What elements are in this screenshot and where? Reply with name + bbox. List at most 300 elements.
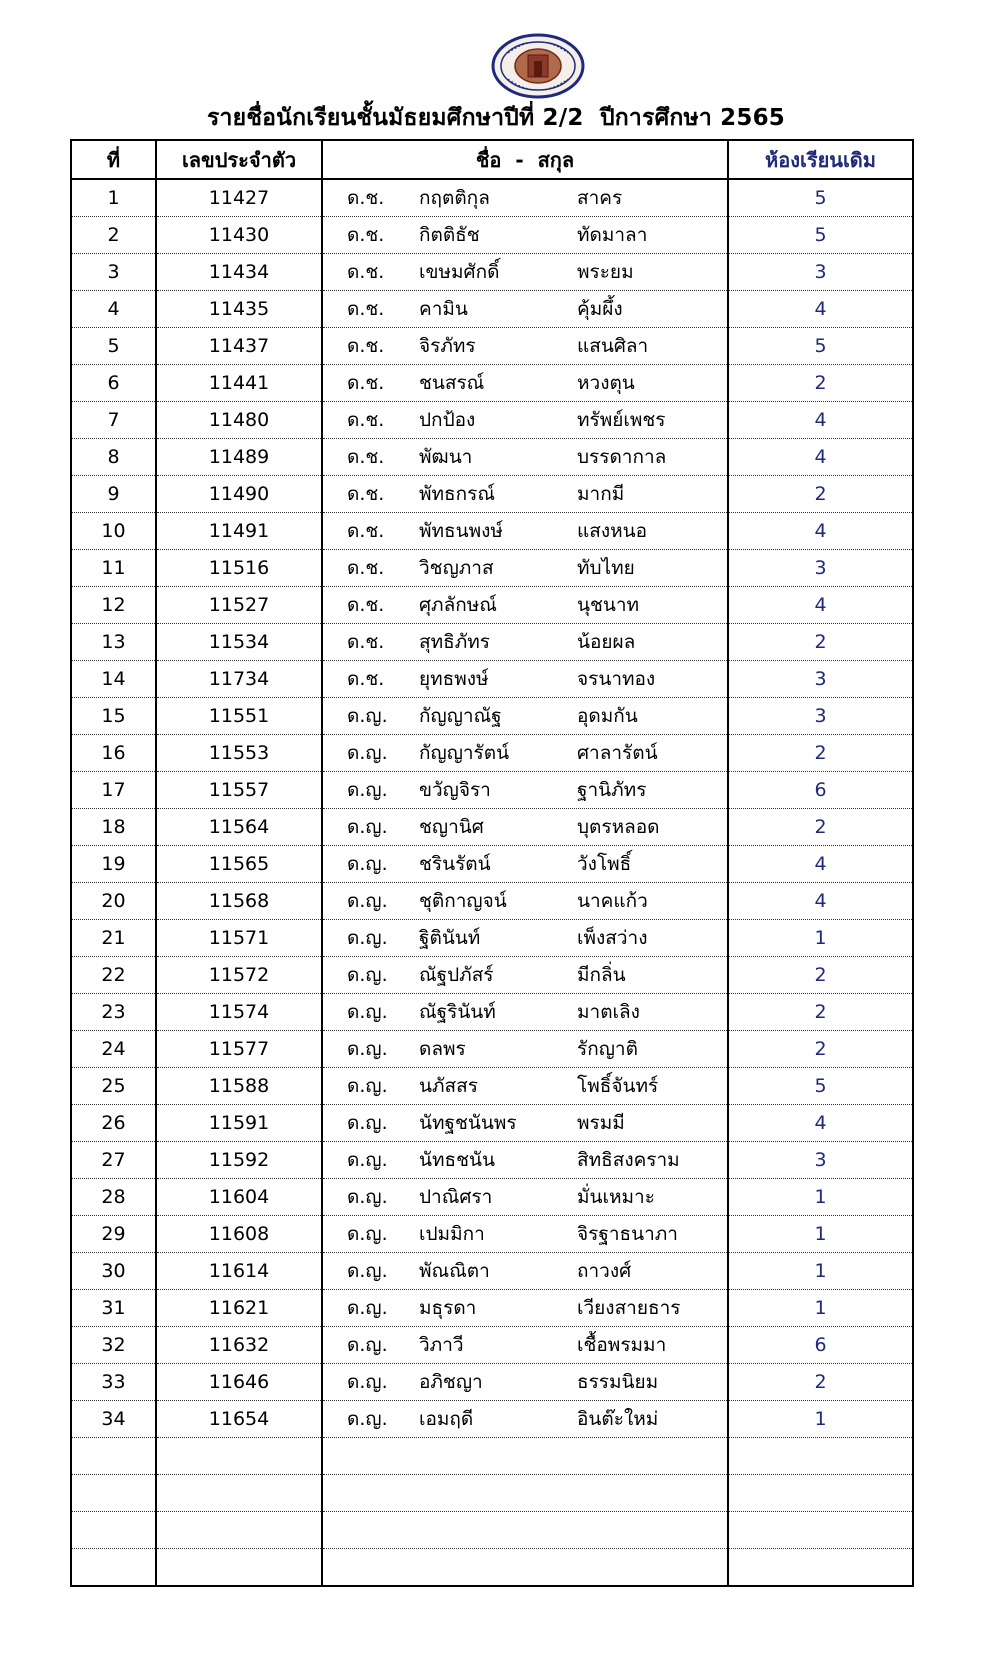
cell-prefix: ด.ช. xyxy=(347,520,385,542)
cell-prefix: ด.ญ. xyxy=(347,705,388,727)
cell-last-name: จรนาทอง xyxy=(577,668,656,690)
cell-last-name: แสนศิลา xyxy=(577,335,649,357)
cell-prefix: ด.ญ. xyxy=(347,1001,388,1023)
cell-no: 17 xyxy=(71,772,156,809)
table-row xyxy=(71,698,913,735)
cell-original-room: 1 xyxy=(728,1290,913,1327)
cell-prefix: ด.ญ. xyxy=(347,779,388,801)
cell-last-name: ฐานิภัทร xyxy=(577,779,647,801)
cell-last-name: อุดมกัน xyxy=(577,705,638,727)
cell-student-id: 11654 xyxy=(156,1401,322,1438)
cell-no: 30 xyxy=(71,1253,156,1290)
cell-empty xyxy=(71,1549,156,1587)
cell-first-name: กิตติธัช xyxy=(419,224,480,246)
cell-no: 18 xyxy=(71,809,156,846)
table-row xyxy=(71,550,913,587)
cell-prefix: ด.ญ. xyxy=(347,742,388,764)
cell-prefix: ด.ช. xyxy=(347,224,385,246)
cell-original-room: 4 xyxy=(728,1105,913,1142)
cell-original-room: 1 xyxy=(728,1216,913,1253)
cell-original-room: 2 xyxy=(728,1031,913,1068)
cell-first-name: เขษมศักดิ์ xyxy=(419,261,500,283)
cell-student-id: 11491 xyxy=(156,513,322,550)
cell-last-name: นุชนาท xyxy=(577,594,640,616)
cell-student-id: 11574 xyxy=(156,994,322,1031)
cell-no: 25 xyxy=(71,1068,156,1105)
cell-student-id: 11557 xyxy=(156,772,322,809)
cell-full-name xyxy=(322,698,728,735)
cell-student-id: 11577 xyxy=(156,1031,322,1068)
table-row xyxy=(71,1142,913,1179)
cell-full-name xyxy=(322,772,728,809)
cell-last-name: เวียงสายธาร xyxy=(577,1297,681,1319)
table-row xyxy=(71,846,913,883)
cell-original-room: 2 xyxy=(728,735,913,772)
cell-original-room: 5 xyxy=(728,179,913,217)
cell-full-name xyxy=(322,1253,728,1290)
cell-first-name: คามิน xyxy=(419,298,468,320)
cell-original-room: 4 xyxy=(728,291,913,328)
cell-full-name xyxy=(322,1068,728,1105)
cell-student-id: 11608 xyxy=(156,1216,322,1253)
table-row xyxy=(71,883,913,920)
cell-last-name: ทับไทย xyxy=(577,557,635,579)
cell-no: 11 xyxy=(71,550,156,587)
table-row xyxy=(71,587,913,624)
cell-full-name xyxy=(322,476,728,513)
cell-original-room: 6 xyxy=(728,772,913,809)
cell-empty xyxy=(728,1512,913,1549)
cell-full-name xyxy=(322,328,728,365)
cell-first-name: ชนสรณ์ xyxy=(419,372,485,394)
cell-prefix: ด.ช. xyxy=(347,668,385,690)
cell-prefix: ด.ช. xyxy=(347,594,385,616)
cell-original-room: 4 xyxy=(728,846,913,883)
cell-last-name: วังโพธิ์ xyxy=(577,853,632,875)
cell-full-name xyxy=(322,439,728,476)
cell-no: 16 xyxy=(71,735,156,772)
table-row xyxy=(71,920,913,957)
table-row xyxy=(71,1364,913,1401)
cell-full-name xyxy=(322,624,728,661)
cell-last-name: สาคร xyxy=(577,187,623,209)
cell-empty xyxy=(322,1438,728,1475)
cell-empty xyxy=(322,1549,728,1587)
cell-first-name: ปาณิศรา xyxy=(419,1186,493,1208)
cell-student-id: 11592 xyxy=(156,1142,322,1179)
cell-first-name: พัทธกรณ์ xyxy=(419,483,495,505)
cell-no: 10 xyxy=(71,513,156,550)
cell-original-room: 4 xyxy=(728,883,913,920)
cell-last-name: มีกลิ่น xyxy=(577,964,626,986)
cell-prefix: ด.ช. xyxy=(347,409,385,431)
cell-first-name: ณัฐรินันท์ xyxy=(419,1001,496,1023)
cell-last-name: เพ็งสว่าง xyxy=(577,927,648,949)
cell-no: 9 xyxy=(71,476,156,513)
cell-first-name: วิชญภาส xyxy=(419,557,494,579)
cell-student-id: 11553 xyxy=(156,735,322,772)
table-row xyxy=(71,624,913,661)
cell-prefix: ด.ญ. xyxy=(347,1038,388,1060)
cell-last-name: ธรรมนิยม xyxy=(577,1371,659,1393)
table-row xyxy=(71,661,913,698)
cell-prefix: ด.ช. xyxy=(347,631,385,653)
cell-student-id: 11435 xyxy=(156,291,322,328)
cell-last-name: มั่นเหมาะ xyxy=(577,1186,655,1208)
cell-prefix: ด.ช. xyxy=(347,557,385,579)
cell-original-room: 2 xyxy=(728,994,913,1031)
cell-no: 12 xyxy=(71,587,156,624)
cell-no: 8 xyxy=(71,439,156,476)
table-row xyxy=(71,402,913,439)
cell-first-name: จิรภัทร xyxy=(419,335,476,357)
cell-last-name: เชื้อพรมมา xyxy=(577,1334,667,1356)
cell-no: 32 xyxy=(71,1327,156,1364)
table-row xyxy=(71,328,913,365)
cell-first-name: ชุติกาญจน์ xyxy=(419,890,507,912)
cell-prefix: ด.ญ. xyxy=(347,1075,388,1097)
cell-student-id: 11551 xyxy=(156,698,322,735)
cell-full-name xyxy=(322,735,728,772)
cell-full-name xyxy=(322,587,728,624)
table-row xyxy=(71,1031,913,1068)
cell-first-name: พัณณิตา xyxy=(419,1260,490,1282)
table-row xyxy=(71,957,913,994)
column-header-original-room: ห้องเรียนเดิม xyxy=(728,140,913,179)
cell-student-id: 11480 xyxy=(156,402,322,439)
table-row xyxy=(71,735,913,772)
cell-full-name xyxy=(322,217,728,254)
cell-prefix: ด.ญ. xyxy=(347,1223,388,1245)
cell-prefix: ด.ช. xyxy=(347,298,385,320)
cell-no: 28 xyxy=(71,1179,156,1216)
cell-original-room: 2 xyxy=(728,957,913,994)
column-header-no: ที่ xyxy=(71,140,156,179)
cell-prefix: ด.ญ. xyxy=(347,1408,388,1430)
cell-full-name xyxy=(322,1364,728,1401)
cell-no: 6 xyxy=(71,365,156,402)
cell-no: 3 xyxy=(71,254,156,291)
cell-last-name: จิรฐาธนาภา xyxy=(577,1223,678,1245)
cell-last-name: หวงตุน xyxy=(577,372,635,394)
table-row-empty xyxy=(71,1512,913,1549)
cell-full-name xyxy=(322,846,728,883)
cell-student-id: 11565 xyxy=(156,846,322,883)
cell-original-room: 3 xyxy=(728,254,913,291)
cell-original-room: 6 xyxy=(728,1327,913,1364)
cell-full-name xyxy=(322,809,728,846)
cell-last-name: พรมมี xyxy=(577,1112,625,1134)
cell-first-name: ชญานิศ xyxy=(419,816,484,838)
cell-original-room: 4 xyxy=(728,439,913,476)
cell-original-room: 2 xyxy=(728,624,913,661)
table-row xyxy=(71,1179,913,1216)
cell-full-name xyxy=(322,1327,728,1364)
cell-full-name xyxy=(322,1179,728,1216)
cell-no: 1 xyxy=(71,179,156,217)
cell-student-id: 11437 xyxy=(156,328,322,365)
cell-full-name xyxy=(322,179,728,217)
cell-empty xyxy=(156,1549,322,1587)
cell-full-name xyxy=(322,661,728,698)
cell-student-id: 11441 xyxy=(156,365,322,402)
cell-first-name: เอมฤดี xyxy=(419,1408,474,1430)
cell-last-name: อินต๊ะใหม่ xyxy=(577,1408,659,1430)
cell-original-room: 2 xyxy=(728,809,913,846)
cell-first-name: ดลพร xyxy=(419,1038,466,1060)
cell-no: 24 xyxy=(71,1031,156,1068)
cell-no: 29 xyxy=(71,1216,156,1253)
cell-no: 27 xyxy=(71,1142,156,1179)
cell-student-id: 11591 xyxy=(156,1105,322,1142)
cell-no: 33 xyxy=(71,1364,156,1401)
table-row-empty xyxy=(71,1475,913,1512)
cell-student-id: 11588 xyxy=(156,1068,322,1105)
cell-prefix: ด.ญ. xyxy=(347,964,388,986)
cell-original-room: 5 xyxy=(728,328,913,365)
cell-full-name xyxy=(322,291,728,328)
cell-full-name xyxy=(322,1031,728,1068)
cell-student-id: 11427 xyxy=(156,179,322,217)
cell-last-name: พระยม xyxy=(577,261,634,283)
cell-empty xyxy=(71,1438,156,1475)
cell-prefix: ด.ญ. xyxy=(347,1260,388,1282)
cell-full-name xyxy=(322,883,728,920)
cell-student-id: 11564 xyxy=(156,809,322,846)
cell-prefix: ด.ญ. xyxy=(347,1297,388,1319)
cell-empty xyxy=(71,1512,156,1549)
cell-original-room: 3 xyxy=(728,698,913,735)
table-row xyxy=(71,291,913,328)
cell-first-name: ยุทธพงษ์ xyxy=(419,668,489,690)
cell-first-name: กัญญาณัฐ xyxy=(419,705,502,727)
cell-no: 15 xyxy=(71,698,156,735)
cell-student-id: 11430 xyxy=(156,217,322,254)
table-row-empty xyxy=(71,1549,913,1587)
cell-first-name: สุทธิภัทร xyxy=(419,631,490,653)
cell-first-name: ชรินรัตน์ xyxy=(419,853,491,875)
cell-no: 7 xyxy=(71,402,156,439)
cell-student-id: 11646 xyxy=(156,1364,322,1401)
cell-student-id: 11632 xyxy=(156,1327,322,1364)
cell-first-name: วิภาวี xyxy=(419,1334,464,1356)
cell-prefix: ด.ญ. xyxy=(347,1186,388,1208)
cell-student-id: 11614 xyxy=(156,1253,322,1290)
cell-full-name xyxy=(322,1401,728,1438)
cell-last-name: มากมี xyxy=(577,483,625,505)
table-row xyxy=(71,1327,913,1364)
table-row xyxy=(71,1105,913,1142)
table-body xyxy=(71,179,913,1586)
cell-no: 4 xyxy=(71,291,156,328)
cell-original-room: 4 xyxy=(728,587,913,624)
cell-last-name: ถาวงศ์ xyxy=(577,1260,632,1282)
cell-last-name: บุตรหลอด xyxy=(577,816,660,838)
cell-last-name: โพธิ์จันทร์ xyxy=(577,1075,659,1097)
cell-last-name: รักญาติ xyxy=(577,1038,638,1060)
cell-student-id: 11734 xyxy=(156,661,322,698)
cell-last-name: ทรัพย์เพชร xyxy=(577,409,666,431)
cell-no: 19 xyxy=(71,846,156,883)
cell-prefix: ด.ช. xyxy=(347,261,385,283)
cell-full-name xyxy=(322,994,728,1031)
cell-no: 14 xyxy=(71,661,156,698)
cell-full-name xyxy=(322,1216,728,1253)
cell-no: 2 xyxy=(71,217,156,254)
table-header-row xyxy=(71,140,913,179)
cell-last-name: มาตเลิง xyxy=(577,1001,640,1023)
school-emblem-icon xyxy=(490,33,586,99)
cell-full-name xyxy=(322,402,728,439)
table-row xyxy=(71,365,913,402)
cell-student-id: 11516 xyxy=(156,550,322,587)
cell-empty xyxy=(71,1475,156,1512)
cell-no: 23 xyxy=(71,994,156,1031)
cell-prefix: ด.ช. xyxy=(347,187,385,209)
cell-original-room: 5 xyxy=(728,1068,913,1105)
cell-prefix: ด.ญ. xyxy=(347,1149,388,1171)
cell-prefix: ด.ญ. xyxy=(347,890,388,912)
table-row xyxy=(71,1068,913,1105)
cell-original-room: 3 xyxy=(728,550,913,587)
cell-last-name: น้อยผล xyxy=(577,631,636,653)
cell-empty xyxy=(156,1475,322,1512)
table-row xyxy=(71,476,913,513)
cell-last-name: สิทธิสงคราม xyxy=(577,1149,680,1171)
cell-first-name: มธุรดา xyxy=(419,1297,477,1319)
cell-student-id: 11434 xyxy=(156,254,322,291)
cell-no: 21 xyxy=(71,920,156,957)
cell-last-name: แสงหนอ xyxy=(577,520,648,542)
cell-first-name: ขวัญจิรา xyxy=(419,779,491,801)
cell-full-name xyxy=(322,365,728,402)
cell-student-id: 11571 xyxy=(156,920,322,957)
cell-original-room: 2 xyxy=(728,365,913,402)
cell-empty xyxy=(322,1475,728,1512)
cell-original-room: 2 xyxy=(728,476,913,513)
cell-original-room: 4 xyxy=(728,402,913,439)
cell-prefix: ด.ญ. xyxy=(347,1371,388,1393)
cell-student-id: 11572 xyxy=(156,957,322,994)
cell-no: 5 xyxy=(71,328,156,365)
cell-prefix: ด.ญ. xyxy=(347,927,388,949)
table-row xyxy=(71,1253,913,1290)
column-header-student-id: เลขประจำตัว xyxy=(156,140,322,179)
table-row xyxy=(71,217,913,254)
cell-first-name: นภัสสร xyxy=(419,1075,478,1097)
cell-empty xyxy=(156,1512,322,1549)
cell-prefix: ด.ญ. xyxy=(347,816,388,838)
table-row xyxy=(71,439,913,476)
table-row xyxy=(71,1401,913,1438)
table-row xyxy=(71,809,913,846)
cell-original-room: 5 xyxy=(728,217,913,254)
cell-original-room: 2 xyxy=(728,1364,913,1401)
cell-no: 31 xyxy=(71,1290,156,1327)
cell-last-name: ศาลารัตน์ xyxy=(577,742,658,764)
cell-first-name: ปกป้อง xyxy=(419,409,476,431)
cell-first-name: อภิชญา xyxy=(419,1371,483,1393)
cell-empty xyxy=(728,1438,913,1475)
table-row xyxy=(71,994,913,1031)
cell-full-name xyxy=(322,1290,728,1327)
cell-student-id: 11621 xyxy=(156,1290,322,1327)
cell-student-id: 11534 xyxy=(156,624,322,661)
cell-full-name xyxy=(322,513,728,550)
cell-full-name xyxy=(322,957,728,994)
cell-original-room: 1 xyxy=(728,1253,913,1290)
cell-prefix: ด.ญ. xyxy=(347,853,388,875)
page-title-text: รายชื่อนักเรียนชั้นมัธยมศึกษาปีที่ 2/2 ปีการศึกษา 2565 xyxy=(206,105,785,131)
cell-full-name xyxy=(322,254,728,291)
cell-first-name: นัทธชนัน xyxy=(419,1149,495,1171)
cell-first-name: เปมมิกา xyxy=(419,1223,485,1245)
cell-prefix: ด.ช. xyxy=(347,446,385,468)
cell-no: 26 xyxy=(71,1105,156,1142)
cell-no: 13 xyxy=(71,624,156,661)
cell-original-room: 3 xyxy=(728,1142,913,1179)
cell-prefix: ด.ช. xyxy=(347,483,385,505)
cell-full-name xyxy=(322,920,728,957)
cell-original-room: 1 xyxy=(728,1401,913,1438)
cell-prefix: ด.ญ. xyxy=(347,1112,388,1134)
cell-first-name: กฤตติกุล xyxy=(419,187,490,209)
cell-last-name: ทัดมาลา xyxy=(577,224,648,246)
cell-last-name: นาคแก้ว xyxy=(577,890,648,912)
cell-last-name: บรรดากาล xyxy=(577,446,667,468)
table-row xyxy=(71,772,913,809)
cell-first-name: นัทฐชนันพร xyxy=(419,1112,517,1134)
cell-first-name: กัญญารัตน์ xyxy=(419,742,510,764)
cell-full-name xyxy=(322,1142,728,1179)
table-row xyxy=(71,1290,913,1327)
table-row xyxy=(71,254,913,291)
cell-empty xyxy=(156,1438,322,1475)
cell-original-room: 1 xyxy=(728,1179,913,1216)
table-row xyxy=(71,1216,913,1253)
cell-prefix: ด.ช. xyxy=(347,335,385,357)
cell-empty xyxy=(728,1475,913,1512)
column-header-name: ชื่อ - สกุล xyxy=(322,140,728,179)
cell-student-id: 11527 xyxy=(156,587,322,624)
cell-student-id: 11489 xyxy=(156,439,322,476)
cell-original-room: 3 xyxy=(728,661,913,698)
table-row-empty xyxy=(71,1438,913,1475)
cell-empty xyxy=(322,1512,728,1549)
student-roster-table xyxy=(70,139,914,1587)
cell-first-name: พัฒนา xyxy=(419,446,473,468)
cell-first-name: ณัฐปภัสร์ xyxy=(419,964,494,986)
cell-no: 22 xyxy=(71,957,156,994)
cell-original-room: 4 xyxy=(728,513,913,550)
cell-first-name: ศุภลักษณ์ xyxy=(419,594,497,616)
cell-student-id: 11604 xyxy=(156,1179,322,1216)
cell-prefix: ด.ญ. xyxy=(347,1334,388,1356)
cell-no: 20 xyxy=(71,883,156,920)
cell-first-name: พัทธนพงษ์ xyxy=(419,520,503,542)
cell-first-name: ฐิตินันท์ xyxy=(419,927,481,949)
cell-original-room: 1 xyxy=(728,920,913,957)
table-row xyxy=(71,513,913,550)
cell-prefix: ด.ช. xyxy=(347,372,385,394)
cell-student-id: 11490 xyxy=(156,476,322,513)
cell-full-name xyxy=(322,1105,728,1142)
page-title xyxy=(0,100,992,136)
table-row xyxy=(71,179,913,217)
cell-full-name xyxy=(322,550,728,587)
cell-empty xyxy=(728,1549,913,1587)
cell-student-id: 11568 xyxy=(156,883,322,920)
